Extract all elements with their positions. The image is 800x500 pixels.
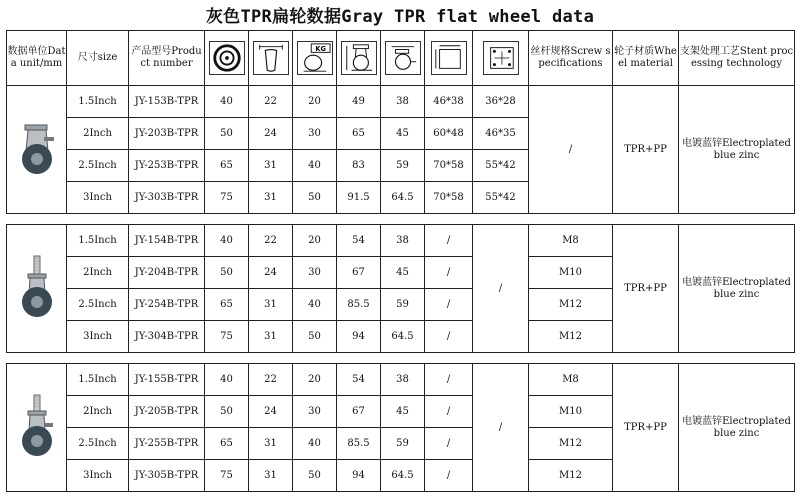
cell-wheel-diameter: 40 [205,225,249,257]
header-swivel-radius [381,31,425,86]
header-plate-size [425,31,473,86]
cell-plate: / [425,257,473,289]
cell-wheel-diameter: 50 [205,118,249,150]
product-photo-stem-caster [7,225,67,353]
cell-wheel-diameter: 40 [205,86,249,118]
cell-model: JY-303B-TPR [129,182,205,214]
cell-size: 3Inch [67,460,129,492]
plate-size-icon [431,41,467,75]
cell-load: 40 [293,289,337,321]
swivel-radius-icon [385,41,421,75]
cell-plate: / [425,364,473,396]
cell-radius: 45 [381,257,425,289]
cell-size: 1.5Inch [67,86,129,118]
cell-plate: 46*38 [425,86,473,118]
cell-wheel-diameter: 75 [205,321,249,353]
cell-radius: 45 [381,118,425,150]
cell-load: 50 [293,460,337,492]
cell-model: JY-254B-TPR [129,289,205,321]
cell-hole: / [473,225,529,353]
cell-model: JY-255B-TPR [129,428,205,460]
cell-wheel-width: 31 [249,428,293,460]
cell-load: 20 [293,364,337,396]
cell-plate: / [425,321,473,353]
header-product: 产品型号Product number [129,31,205,86]
cell-wheel-width: 24 [249,396,293,428]
cell-screw: / [529,86,613,214]
cell-load: 20 [293,86,337,118]
cell-wheel-diameter: 40 [205,364,249,396]
wheel-width-icon [253,41,289,75]
cell-radius: 59 [381,428,425,460]
cell-model: JY-154B-TPR [129,225,205,257]
cell-process: 电镀蓝锌Electroplated blue zinc [679,225,795,353]
cell-load: 30 [293,257,337,289]
cell-wheel-width: 22 [249,364,293,396]
header-material: 轮子材质Wheel material [613,31,679,86]
cell-height: 85.5 [337,289,381,321]
cell-material: TPR+PP [613,225,679,353]
header-row [7,31,795,86]
cell-height: 54 [337,225,381,257]
load-capacity-icon [297,41,333,75]
cell-size: 2Inch [67,118,129,150]
cell-model: JY-305B-TPR [129,460,205,492]
cell-screw: M12 [529,289,613,321]
plate-caster-photo [15,115,59,185]
cell-screw: M10 [529,396,613,428]
group-divider [7,214,795,225]
cell-radius: 59 [381,150,425,182]
cell-plate: / [425,428,473,460]
cell-model: JY-204B-TPR [129,257,205,289]
cell-radius: 64.5 [381,321,425,353]
cell-process: 电镀蓝锌Electroplated blue zinc [679,86,795,214]
cell-material: TPR+PP [613,364,679,492]
cell-load: 30 [293,118,337,150]
cell-wheel-diameter: 75 [205,182,249,214]
cell-size: 3Inch [67,321,129,353]
cell-radius: 64.5 [381,460,425,492]
cell-wheel-width: 31 [249,289,293,321]
brake-stem-caster-photo [15,393,59,463]
header-hole-spacing [473,31,529,86]
cell-screw: M12 [529,321,613,353]
cell-model: JY-153B-TPR [129,86,205,118]
cell-wheel-diameter: 65 [205,428,249,460]
cell-size: 1.5Inch [67,364,129,396]
header-wheel-diameter [205,31,249,86]
cell-height: 83 [337,150,381,182]
cell-wheel-width: 24 [249,257,293,289]
cell-size: 2Inch [67,396,129,428]
cell-load: 40 [293,150,337,182]
cell-load: 30 [293,396,337,428]
cell-wheel-diameter: 65 [205,150,249,182]
cell-load: 40 [293,428,337,460]
cell-radius: 59 [381,289,425,321]
cell-wheel-width: 24 [249,118,293,150]
cell-screw: M10 [529,257,613,289]
cell-process: 电镀蓝锌Electroplated blue zinc [679,364,795,492]
cell-wheel-width: 22 [249,225,293,257]
cell-wheel-width: 22 [249,86,293,118]
spec-table [6,30,795,492]
cell-radius: 45 [381,396,425,428]
cell-plate: / [425,225,473,257]
cell-hole: 36*28 [473,86,529,118]
cell-size: 2.5Inch [67,428,129,460]
cell-wheel-width: 31 [249,150,293,182]
cell-model: JY-304B-TPR [129,321,205,353]
cell-hole: 55*42 [473,182,529,214]
cell-wheel-width: 31 [249,182,293,214]
cell-radius: 38 [381,86,425,118]
cell-wheel-width: 31 [249,460,293,492]
cell-height: 67 [337,396,381,428]
hole-spacing-icon [483,41,519,75]
cell-radius: 38 [381,364,425,396]
cell-size: 3Inch [67,182,129,214]
header-wheel-width [249,31,293,86]
cell-wheel-diameter: 75 [205,460,249,492]
group-divider [7,353,795,364]
table-row [7,86,795,118]
cell-height: 94 [337,321,381,353]
cell-hole: / [473,364,529,492]
cell-height: 65 [337,118,381,150]
header-size: 尺寸size [67,31,129,86]
cell-load: 20 [293,225,337,257]
cell-hole: 55*42 [473,150,529,182]
header-unit: 数据单位Data unit/mm [7,31,67,86]
cell-plate: / [425,396,473,428]
cell-height: 49 [337,86,381,118]
cell-model: JY-253B-TPR [129,150,205,182]
wheel-diameter-icon [209,41,245,75]
cell-hole: 46*35 [473,118,529,150]
cell-model: JY-205B-TPR [129,396,205,428]
table-row [7,225,795,257]
cell-radius: 38 [381,225,425,257]
cell-screw: M12 [529,460,613,492]
stem-caster-photo [15,254,59,324]
cell-wheel-width: 31 [249,321,293,353]
cell-plate: / [425,460,473,492]
cell-radius: 64.5 [381,182,425,214]
header-load-capacity [293,31,337,86]
cell-model: JY-203B-TPR [129,118,205,150]
cell-plate: / [425,289,473,321]
cell-height: 85.5 [337,428,381,460]
header-mounting-height [337,31,381,86]
cell-size: 2.5Inch [67,289,129,321]
cell-screw: M8 [529,364,613,396]
cell-plate: 70*58 [425,150,473,182]
cell-height: 54 [337,364,381,396]
cell-material: TPR+PP [613,86,679,214]
table-row [7,364,795,396]
cell-plate: 70*58 [425,182,473,214]
cell-screw: M8 [529,225,613,257]
cell-load: 50 [293,182,337,214]
header-process: 支架处理工艺Stent processing technology [679,31,795,86]
cell-height: 91.5 [337,182,381,214]
cell-screw: M12 [529,428,613,460]
cell-load: 50 [293,321,337,353]
kg-label: KG [314,44,326,53]
cell-wheel-diameter: 50 [205,396,249,428]
product-photo-brake-stem-caster [7,364,67,492]
cell-size: 2.5Inch [67,150,129,182]
cell-size: 1.5Inch [67,225,129,257]
cell-wheel-diameter: 65 [205,289,249,321]
cell-model: JY-155B-TPR [129,364,205,396]
cell-height: 67 [337,257,381,289]
mounting-height-icon [341,41,377,75]
header-screw: 丝杆规格Screw specifications [529,31,613,86]
cell-wheel-diameter: 50 [205,257,249,289]
page-title: 灰色TPR扁轮数据Gray TPR flat wheel data [205,7,595,27]
cell-size: 2Inch [67,257,129,289]
cell-plate: 60*48 [425,118,473,150]
cell-height: 94 [337,460,381,492]
product-photo-plate-caster [7,86,67,214]
